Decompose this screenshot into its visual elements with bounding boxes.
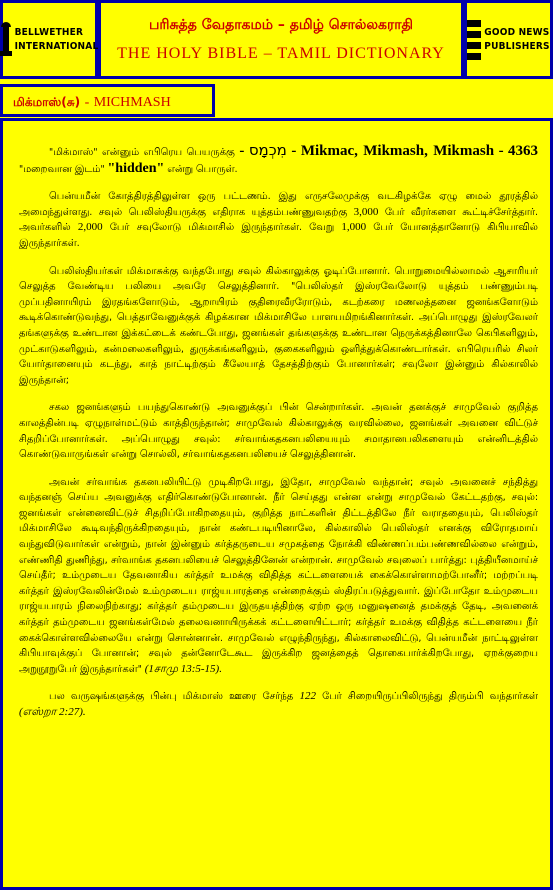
left-logo-line-1: BELLWETHER: [14, 27, 84, 38]
good-news-logo-frame: [464, 0, 553, 79]
location-paragraph: [19, 189, 538, 251]
title-banner: [98, 0, 464, 79]
strongs-number: 4363: [508, 143, 539, 159]
philistines-paragraph: பெலிஸ்தியர்கள் மிக்மாசுக்கு வந்தபோது சவுல் கில்காலுக்கு ஓடிப்போனார். பொறுமையில்லாமல் ஆசாரியர் செலுத்த வேண்டிய பலியை அவரே செலுத்தினார். "பெலிஸ்தர் இஸ்ரவேலோடு யுத்தம் பண்ணும்படி முப்பதினாயிரம் இரதங்களோடும், ஆறாயிரம் குதிரைவீரரோடும், கடற்கரை மணலத்தனை ஜனங்களோடும் கூடிக்கொண்டுவந்து, பெத்தாவேனுக்குக் கிழக்கான மிக்மாசிலே பாளயமிறங்கினார்கள். அப்பொழுது இஸ்ரவேலர் தங்களுக்கு உண்டான இக்கட்டைக் கண்டபோது, ஜனங்கள் தங்களுக்கு உண்டான நெருக்கத்தினாலே கெபிகளிலும், முட்காடுகளிலும், கன்மலைகளிலும், துருக்கங்களிலும், குகைகளிலும் ஒளித்துக்கொண்டார்கள். எபிரெயரில் சிலர் யோர்தானையும் கடந்து, காத் நாட்டிற்கும் கீலேயாத் தேசத்திற்கும் போனார்கள்; சவுலோ இன்னும் கில்காலில் இருந்தான்;: [19, 265, 538, 386]
soldier-count: 3,000: [353, 205, 379, 218]
etymology-end: என்று பொருள்.: [167, 163, 238, 175]
title-tamil: பரிசுத்த வேதாகமம் – தமிழ் சொல்லகராதி: [149, 17, 413, 33]
soldier-count: 1,000: [341, 221, 367, 234]
transliteration: Mikmac, Mikmash, Mikmash: [300, 143, 495, 159]
hebrew-word: מִכְמָס: [248, 141, 287, 159]
etymology-dash: -: [291, 143, 297, 159]
return-text: பல வருஷங்களுக்கு பின்பு மிக்மாஸ் ஊரை சேர்ந்த: [49, 691, 294, 703]
meaning-english: "hidden": [107, 160, 165, 176]
bellwether-logo-frame: [0, 0, 98, 79]
people-scatter-paragraph: சகல ஜனங்களும் பயந்துகொண்டு அவனுக்குப் பின் சென்றார்கள். அவன் தனக்குச் சாமுவேல் குறித்த காலத்தின்படி ஏழுநாள்மட்டும் காத்திருந்தான்; சாமுவேல் கில்காலுக்கு வரவில்லை, ஜனங்கள் அவனை விட்டுச் சிதறிப்போனார்கள். அப்பொழுது சவுல்: சர்வாங்கதகனபலியையும் சமாதானபலிகளையும் என்னிடத்தில் கொண்டுவாருங்கள் என்று சொல்லி, சர்வாங்கதகனபலியைச் செலுத்தினான்.: [19, 402, 538, 461]
scripture-reference: (1சாமு 13:5-15).: [144, 662, 222, 675]
entry-content: [19, 143, 538, 733]
right-logo-line-1: GOOD NEWS: [484, 27, 550, 38]
returnee-count: 122: [299, 690, 316, 703]
headword-tamil: மிக்மாஸ்(சு): [13, 95, 81, 109]
etymology-paragraph: [19, 143, 538, 177]
bible-stand-icon: [0, 22, 12, 58]
headword-box: [0, 84, 215, 117]
meaning-tamil: "மறைவான இடம்": [19, 163, 105, 175]
location-text: பேர் சவுலோடு மிக்மாசில் இருந்தார்கள். வேறு: [109, 222, 335, 234]
soldier-count: 2,000: [77, 221, 103, 234]
etymology-intro: "மிக்மாஸ்" என்னும் எபிரெய பெயருக்கு: [49, 147, 235, 158]
left-logo-line-2: INTERNATIONAL: [14, 40, 99, 52]
bellwether-logo: [3, 3, 99, 76]
samuel-rebuke-text: அவன் சர்வாங்க தகனபலியிட்டு முடிகிறபோது, இதோ, சாமுவேல் வந்தான்; சவுல் அவனைச் சந்தித்து வந்தனஞ் செய்ய அவனுக்கு எதிர்கொண்டுபோனான். நீர் செய்தது என்ன என்று சாமுவேல் கேட்டதற்கு, சவுல்: ஜனங்கள் என்னைவிட்டுச் சிதறிப்போகிறதையும், குறித்த நாட்களின் திட்டத்திலே நீர் வராததையும், பெலிஸ்தர் மிக்மாசிலே கூடிவந்திருக்கிறதையும், நான் கண்டபடியினாலே, கில்காலில் பெலிஸ்தர் எனக்கு விரோதமாய் வந்துவிடுவார்கள் என்றும், நான் இன்னும் கர்த்தருடைய சமுகத்தை நோக்கி விண்ணப்பம்பண்ணவில்லை என்றும், எண்ணிதி துணிந்து, சர்வாங்க தகனபலியைச் செலுத்தினேன் என்றான். சாமுவேல் சவுலைப் பார்த்து: புத்தியீனமாய்ச் செய்தீர்; உம்முடைய தேவனாகிய கர்த்தர் உமக்கு விதித்த கட்டளையைக் கைக்கொள்ளாமற்போனீர்; மற்றப்படி கர்த்தர் இஸ்ரவேலின்மேல் உம்முடைய ராஜ்யபாரத்தை என்றைக்கும் ஸ்திரப்படுத்துவார். இப்போதோ உம்முடைய ராஜ்யபாரம் நிலைநிற்காது; கர்த்தர் தம்முடைய இருதயத்திற்கு ஏற்ற ஒரு மனுஷனைத் தமக்குத் தேடி, அவனைக் கர்த்தர் தம்முடைய ஜனங்கள்மேல் தலைவனாயிருக்கக் கட்டளையிட்டார்; கர்த்தர் உமக்கு விதித்த கட்டளையை நீர் கைக்கொள்ளவில்லையே என்று சொன்னான். சாமுவேல் எழுந்திருந்து, கில்காலைவிட்டு, பென்யமீன் நாட்டிலுள்ள கிபியாவுக்குப் போனான்; சவுல் தன்னோடேகூட இருக்கிற ஜனத்தைத் தொகைபார்க்கிறபோது, ஏறக்குறைய அறுநூறுபேர் இருந்தார்கள்": [19, 476, 538, 675]
headword-english: MICHMASH: [93, 95, 171, 110]
return-text: பேர் சிறையிருப்பிலிருந்து திரும்பி வந்தார்கள்: [322, 691, 539, 703]
samuel-rebuke-paragraph: [19, 475, 538, 678]
good-news-logo: [467, 3, 550, 76]
good-news-mark-icon: [467, 20, 481, 60]
location-text: பேர் வீரர்களை கூட்டிச்சேர்த்தார். அவர்களில்: [19, 206, 538, 234]
location-text: பென்யமீன் கோத்திரத்திலுள்ள ஒரு பட்டணம். இது எருசலேமுக்கு வடகிழக்கே ஏழு மைல் தூரத்தில் அமைந்துள்ளது. சவுல் பெலிஸ்தியருக்கு எதிராக யுத்தம்பண்ணுவதற்கு: [19, 191, 538, 218]
right-logo-line-2: PUBLISHERS: [484, 40, 550, 52]
etymology-dash: -: [498, 143, 504, 159]
location-text: பேர் யோனத்தானோடு கிபியாவில் இருந்தார்கள்.: [19, 222, 538, 249]
entry-body: [0, 118, 553, 890]
headword-separator: -: [84, 95, 90, 110]
etymology-dash: -: [239, 143, 245, 159]
headword: [13, 94, 171, 111]
return-paragraph: [19, 689, 538, 720]
title-english: THE HOLY BIBLE – TAMIL DICTIONARY: [117, 45, 445, 62]
scripture-reference: (எஸ்றா 2:27).: [19, 706, 86, 718]
